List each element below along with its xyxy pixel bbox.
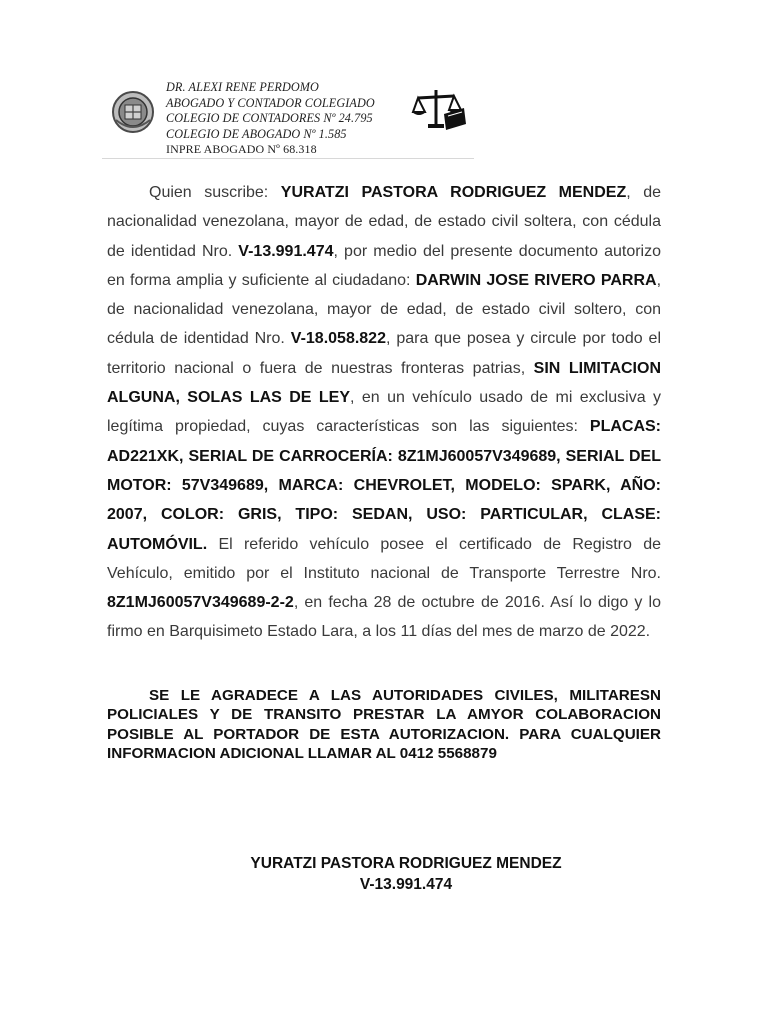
limitation-clause: SIN LIMITACION ALGUNA, SOLAS LAS DE LEY <box>107 359 662 407</box>
scales-of-justice-icon <box>410 84 470 136</box>
vehicle-details: PLACAS: AD221XK, SERIAL DE CARROCERÍA: 8Z1MJ60057V349689, SERIAL DEL MOTOR: 57V349689, MARCA: CHEVROLET, MODELO: SPARK, AÑO: 2007, COLOR: GRIS, TIPO: SEDAN, USO: PARTICULAR, CLASE: AUTOMÓVIL. <box>107 418 661 553</box>
text-segment: , para que posea y circule por todo el territorio nacional o fuera de nuestras fronteras patrias, <box>107 330 661 377</box>
text-segment: , en fecha 28 de octubre de 2016. Así lo digo y lo firmo en Barquisimeto Estado Lara, a los 11 días del mes de marzo de 2022. <box>107 594 661 641</box>
letterhead-inpre: INPRE ABOGADO Nº 68.318 <box>166 142 317 156</box>
letterhead-title: ABOGADO Y CONTADOR COLEGIADO <box>166 95 375 110</box>
grantee-name: DARWIN JOSE RIVERO PARRA <box>415 271 657 289</box>
letterhead-text <box>166 80 426 158</box>
letterhead-abogado: COLEGIO DE ABOGADO Nº 1.585 <box>166 126 347 141</box>
text-segment: , por medio del presente documento autorizo en forma amplia y suficiente al ciudadano: <box>107 242 661 289</box>
letterhead-contadores: COLEGIO DE CONTADORES Nº 24.795 <box>166 111 373 125</box>
authorization-body <box>107 178 661 647</box>
letterhead-name: DR. ALEXI RENE PERDOMO <box>166 80 319 94</box>
text-segment: , de nacionalidad venezolana, mayor de edad, de estado civil soltero, con cédula de identidad Nro. <box>107 271 662 348</box>
text-segment: Quien suscribe: <box>149 184 281 201</box>
signer-id: V-13.991.474 <box>359 876 453 893</box>
text-segment: El referido vehículo posee el certificado de Registro de Vehículo, emitido por el Instituto nacional de Transporte Terrestre Nro. <box>107 535 661 582</box>
signature-block <box>107 853 705 895</box>
grantee-id: V-18.058.822 <box>290 330 386 348</box>
text-segment: , de nacionalidad venezolana, mayor de edad, de estado civil soltera, con cédula de identidad Nro. <box>107 184 662 260</box>
authorities-notice <box>107 686 661 763</box>
registration-number: 8Z1MJ60057V349689-2-2 <box>107 594 294 612</box>
letterhead <box>102 76 474 159</box>
authorization-paragraph <box>107 178 661 647</box>
grantor-id: V-13.991.474 <box>238 242 334 260</box>
grantor-name: YURATZI PASTORA RODRIGUEZ MENDEZ <box>280 184 627 201</box>
text-segment: , en un vehículo usado de mi exclusiva y legítima propiedad, cuyas características son las siguientes: <box>107 389 662 436</box>
signer-name: YURATZI PASTORA RODRIGUEZ MENDEZ <box>250 855 562 872</box>
institutional-seal-icon <box>110 90 156 134</box>
notice-text: SE LE AGRADECE A LAS AUTORIDADES CIVILES, MILITARESN POLICIALES Y DE TRANSITO PRESTAR LA AMYOR COLABORACION POSIBLE AL PORTADOR DE ESTA AUTORIZACION. PARA CUALQUIER INFORMACION ADICIONAL LLAMAR AL 0412 5568879 <box>107 687 661 762</box>
